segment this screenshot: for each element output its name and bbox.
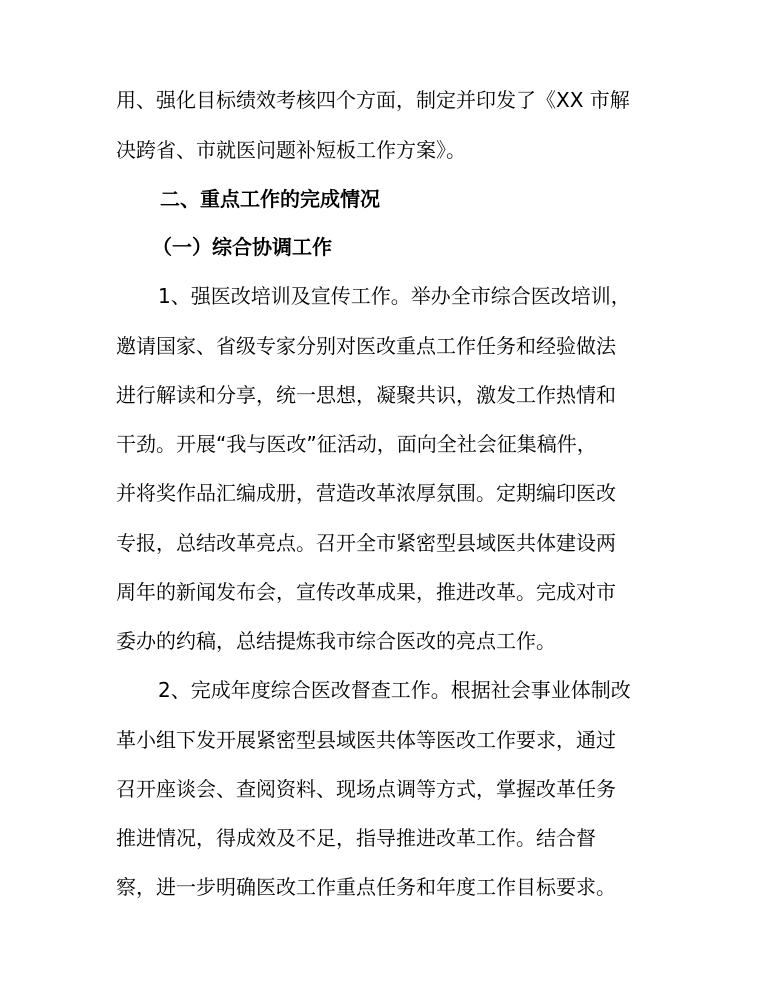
- body-text-line: 革小组下发开展紧密型县域医共体等医改工作要求，通过: [116, 728, 616, 752]
- body-text-line: 用、强化目标绩效考核四个方面，制定并印发了《XX 市解: [116, 88, 630, 112]
- paragraph-first-line: 1、强医改培训及宣传工作。举办全市综合医改培训，: [158, 284, 631, 308]
- body-text-line: 委办的约稿，总结提炼我市综合医改的亮点工作。: [116, 629, 556, 653]
- subsection-heading: （一）综合协调工作: [152, 235, 332, 259]
- body-text-line: 召开座谈会、查阅资料、现场点调等方式，掌握改革任务: [116, 777, 616, 801]
- body-text-line: 进行解读和分享，统一思想，凝聚共识，激发工作热情和: [116, 383, 616, 407]
- body-text-line: 察，进一步明确医改工作重点任务和年度工作目标要求。: [116, 875, 616, 899]
- body-text-line: 干劲。开展“我与医改”征活动，面向全社会征集稿件，: [116, 432, 597, 456]
- body-text-line: 并将奖作品汇编成册，营造改革浓厚氛围。定期编印医改: [116, 481, 616, 505]
- body-text-line: 邀请国家、省级专家分别对医改重点工作任务和经验做法: [116, 334, 616, 358]
- section-heading: 二、重点工作的完成情况: [160, 187, 380, 211]
- body-text-line: 周年的新闻发布会，宣传改革成果，推进改革。完成对市: [116, 580, 616, 604]
- body-text-line: 推进情况，得成效及不足，指导推进改革工作。结合督: [116, 826, 596, 850]
- body-text-line: 专报，总结改革亮点。召开全市紧密型县域医共体建设两: [116, 531, 616, 555]
- body-text-line: 决跨省、市就医问题补短板工作方案》。: [116, 138, 466, 162]
- paragraph-first-line: 2、完成年度综合医改督查工作。根据社会事业体制改: [158, 678, 631, 702]
